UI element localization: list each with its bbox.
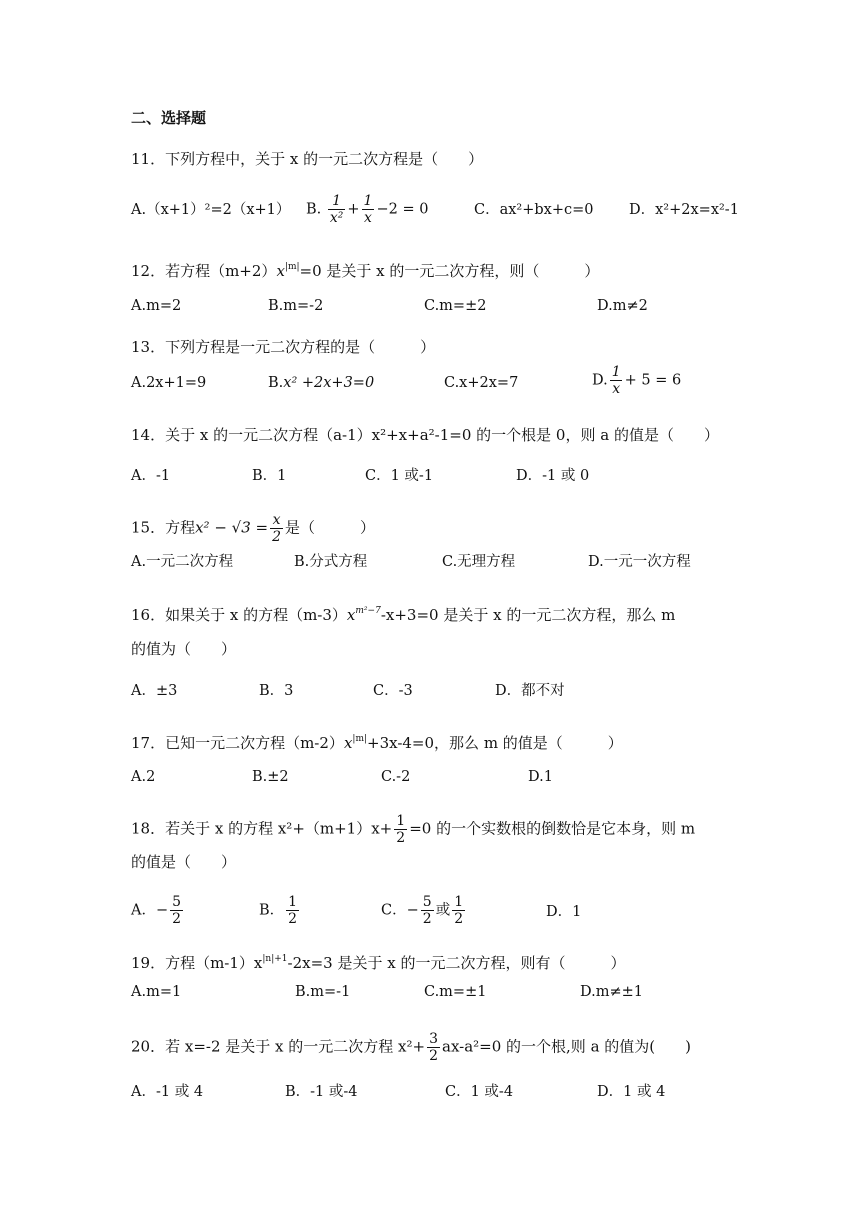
option-c: C．1 或-4 <box>445 1084 514 1100</box>
fraction-x-over-2: $\frac{x}{2}$ <box>272 512 282 545</box>
question-13-stem: 13．下列方程是一元二次方程的是（ ） <box>131 338 436 356</box>
option-d: D．1 <box>546 904 582 920</box>
option-c: C.-2 <box>381 769 411 785</box>
fraction-five-halves: $\frac{5}{2}$ <box>172 894 182 927</box>
option-d: D.一元一次方程 <box>588 554 691 570</box>
option-a: A.2x+1=9 <box>131 375 207 391</box>
option-b: B．1 <box>252 468 287 484</box>
option-a: A.m=1 <box>131 984 182 1000</box>
question-19-stem: 19．方程$(m-1)x^{|n|+1}-2x=3$ 是关于 x 的一元二次方程，则有（ ） <box>131 954 626 972</box>
question-20-stem: 20．若 x=-2 是关于 x 的一元二次方程 x²+ $\frac{3}{2}$ ax-a²=0 的一个根,则 a 的值为( ) <box>131 1031 691 1064</box>
option-c: C.m=±2 <box>424 298 487 314</box>
option-c: C．1 或-1 <box>365 468 434 484</box>
option-b: B. $\frac{1}{\text{x²}}$ + $\frac{1}{x}$ −2 = 0 <box>306 193 429 226</box>
option-b: B． $\frac{1}{2}$ <box>259 894 298 927</box>
option-c: C．− $\frac{5}{2}$ 或 $\frac{1}{2}$ <box>381 894 464 927</box>
section-title: 二、选择题 <box>131 109 207 127</box>
option-d: D. $\frac{1}{x}$ + 5 = 6 <box>592 364 682 397</box>
question-18-stem-line2: 的值是（ ） <box>131 853 237 871</box>
question-11-stem: 11．下列方程中，关于 x 的一元二次方程是（ ） <box>131 150 484 168</box>
fraction-one-half: $\frac{1}{2}$ <box>288 894 298 927</box>
question-16-stem: 16．如果关于 x 的方程$(m-3)x^{m^2-7}-x+3=0$ 是关于 x 的一元二次方程，那么 m <box>131 606 676 624</box>
option-d: D．x²+2x=x²-1 <box>629 202 739 218</box>
option-a: A.2 <box>131 769 156 785</box>
option-d: D．1 或 4 <box>597 1084 666 1100</box>
option-d: D.m≠±1 <box>580 984 643 1000</box>
option-b: B.m=-1 <box>295 984 351 1000</box>
fraction-one-over-x: $\frac{1}{x}$ <box>363 193 373 226</box>
fraction-five-halves: $\frac{5}{2}$ <box>422 894 432 927</box>
question-12-stem: 12．若方程$(m+2)x^{|m|}=0$ 是关于 x 的一元二次方程，则（ ） <box>131 262 600 280</box>
fraction-one-half: $\frac{1}{2}$ <box>396 813 406 846</box>
option-d: D.1 <box>528 769 553 785</box>
option-a: A．±3 <box>131 683 178 699</box>
option-b: B.分式方程 <box>294 554 368 570</box>
option-b: B．-1 或-4 <box>285 1084 358 1100</box>
option-c: C.m=±1 <box>424 984 487 1000</box>
option-b: B．3 <box>259 683 294 699</box>
option-d: D．都不对 <box>495 683 565 699</box>
option-c: C.x+2x=7 <box>444 375 519 391</box>
option-c: C．-3 <box>373 683 413 699</box>
option-a: A．-1 <box>131 468 171 484</box>
equation-lhs: x² − √3 = <box>195 518 269 537</box>
option-a: A.一元二次方程 <box>131 554 234 570</box>
fraction-three-halves: $\frac{3}{2}$ <box>429 1031 438 1064</box>
question-16-stem-line2: 的值为（ ） <box>131 640 237 658</box>
question-15-stem: 15．方程x² − √3 = $\frac{x}{2}$ 是（ ） <box>131 512 376 545</box>
option-b: B.±2 <box>252 769 289 785</box>
option-a: A．-1 或 4 <box>131 1084 204 1100</box>
question-17-stem: 17．已知一元二次方程$(m-2)x^{|m|}+3x-4=0$，那么 m 的值是（ ） <box>131 734 623 752</box>
fraction-one-half: $\frac{1}{2}$ <box>454 894 464 927</box>
option-a: A．− $\frac{5}{2}$ <box>131 894 182 927</box>
fraction-one-over-x-squared: $\frac{1}{\text{x²}}$ <box>329 193 344 226</box>
option-a: A.m=2 <box>131 298 182 314</box>
option-a: A.（x+1）²=2（x+1） <box>131 202 291 218</box>
option-c: C.无理方程 <box>442 554 516 570</box>
option-b-label: B. <box>306 201 322 218</box>
question-18-stem: 18．若关于 x 的方程 x²+（m+1）x+ $\frac{1}{2}$ =0 的一个实数根的倒数恰是它本身，则 m <box>131 813 696 846</box>
option-b: B.x² +2x+3=0 <box>268 375 375 391</box>
fraction-one-over-x: $\frac{1}{x}$ <box>611 364 621 397</box>
option-c: C．ax²+bx+c=0 <box>474 202 594 218</box>
option-b: B.m=-2 <box>268 298 324 314</box>
question-14-stem: 14．关于 x 的一元二次方程（a-1）x²+x+a²-1=0 的一个根是 0，则 a 的值是（ ） <box>131 426 719 444</box>
option-d: D.m≠2 <box>597 298 648 314</box>
option-d: D．-1 或 0 <box>516 468 590 484</box>
